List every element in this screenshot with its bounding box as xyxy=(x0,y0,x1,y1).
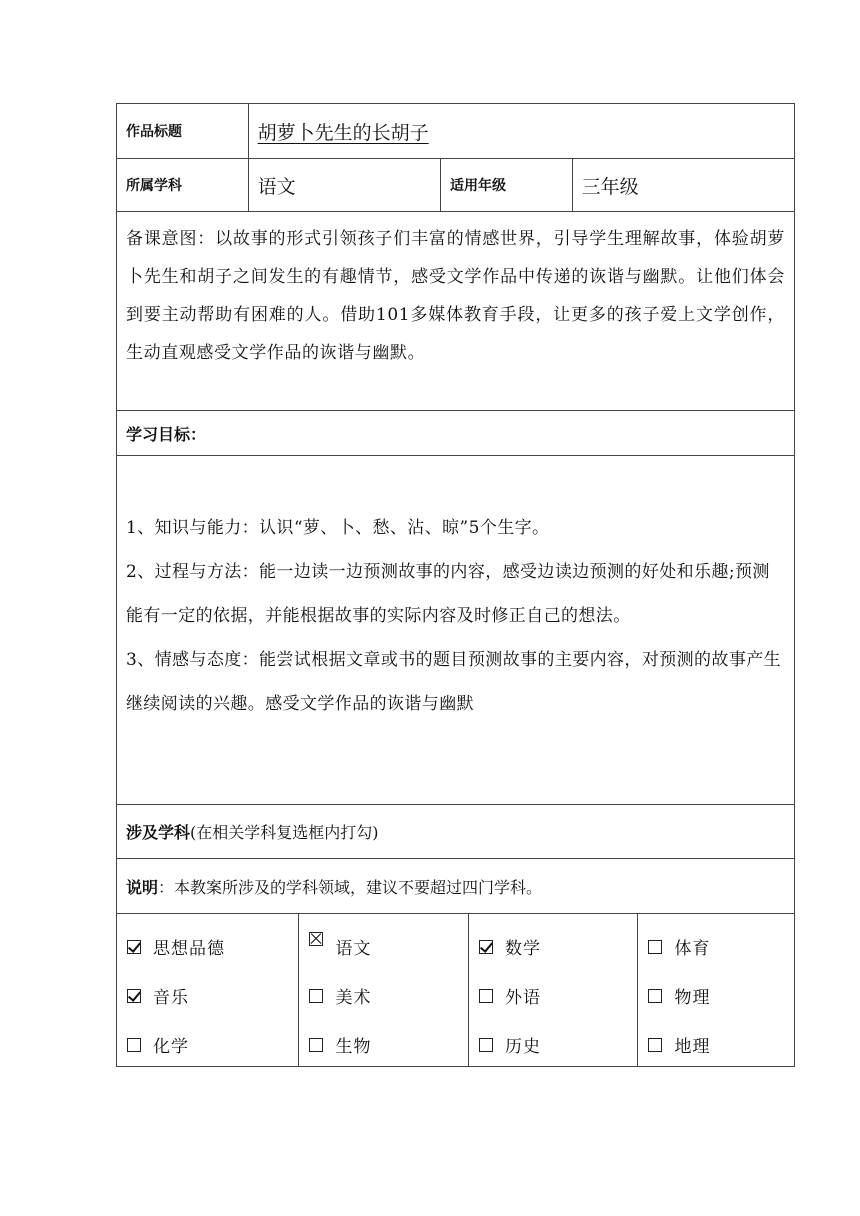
subject-option[interactable] xyxy=(309,922,468,971)
goals-heading-row xyxy=(116,411,795,456)
checkbox-icon[interactable] xyxy=(127,1038,141,1052)
checkbox-icon[interactable] xyxy=(127,989,141,1003)
title-value: 胡萝卜先生的长胡子 xyxy=(248,104,794,158)
subject-option[interactable] xyxy=(127,922,298,971)
goals-row xyxy=(116,456,795,805)
subject-grade-row xyxy=(116,159,795,212)
checkbox-icon[interactable] xyxy=(127,940,141,954)
intent-text: 备课意图：以故事的形式引领孩子们丰富的情感世界，引导学生理解故事，体验胡萝卜先生和胡子之间发生的有趣情节，感受文学作品中传递的诙谐与幽默。让他们体会到要主动帮助有困难的人。借助101多媒体教育手段，让更多的孩子爱上文学创作，生动直观感受文学作品的诙谐与幽默。 xyxy=(126,229,785,363)
goals-heading: 学习目标： xyxy=(126,424,207,444)
checkbox-icon[interactable] xyxy=(309,1038,323,1052)
goal-item-knowledge: 1、知识与能力：认识“萝、卜、愁、沾、晾”5个生字。 xyxy=(126,518,550,538)
subject-option[interactable] xyxy=(479,1020,638,1069)
subject-option-label: 数学 xyxy=(504,939,541,959)
checkbox-icon[interactable] xyxy=(479,989,493,1003)
subject-option-label: 体育 xyxy=(674,939,711,959)
checkbox-icon[interactable] xyxy=(479,940,493,954)
subject-option-label: 语文 xyxy=(335,939,372,959)
subjects-heading: 涉及学科 xyxy=(126,823,191,842)
subject-option-label: 化学 xyxy=(153,1037,189,1057)
intent-row xyxy=(116,212,795,411)
subjects-heading-note: (在相关学科复选框内打勾) xyxy=(190,823,379,842)
subject-checkbox-grid xyxy=(116,914,795,1067)
subjects-note-cell xyxy=(117,859,794,913)
subject-option[interactable] xyxy=(309,971,468,1020)
subject-column-3 xyxy=(468,914,638,1066)
checkbox-icon[interactable] xyxy=(648,1038,662,1052)
subject-option[interactable] xyxy=(127,971,298,1020)
subject-option[interactable] xyxy=(648,922,794,971)
subject-option-label: 思想品德 xyxy=(153,939,225,959)
checkbox-icon[interactable] xyxy=(479,1038,493,1052)
subjects-heading-cell xyxy=(117,805,794,858)
subject-option-label: 历史 xyxy=(504,1037,541,1057)
grade-label: 适用年级 xyxy=(440,159,572,211)
checkbox-icon[interactable] xyxy=(648,989,662,1003)
lesson-plan-table xyxy=(116,103,795,1067)
subjects-note-text: ：本教案所涉及的学科领域，建议不要超过四门学科。 xyxy=(158,877,543,897)
subject-option-label: 美术 xyxy=(335,988,372,1008)
subject-column-2 xyxy=(298,914,468,1066)
subject-option[interactable] xyxy=(309,1020,468,1069)
subject-option-label: 生物 xyxy=(335,1037,372,1057)
subject-value: 语文 xyxy=(248,159,440,211)
subject-option[interactable] xyxy=(479,971,638,1020)
subject-option[interactable] xyxy=(479,922,638,971)
subject-option-label: 地理 xyxy=(674,1037,711,1057)
subject-column-1 xyxy=(117,914,298,1066)
goal-item-attitude: 3、情感与态度：能尝试根据文章或书的题目预测故事的主要内容，对预测的故事产生继续阅读的兴趣。感受文学作品的诙谐与幽默 xyxy=(126,650,782,714)
checkbox-icon[interactable] xyxy=(309,989,323,1003)
title-label: 作品标题 xyxy=(126,124,182,140)
subjects-note-row xyxy=(116,859,795,914)
subject-label: 所属学科 xyxy=(126,178,182,194)
title-row xyxy=(116,103,795,159)
subjects-heading-row xyxy=(116,805,795,859)
subjects-note-label: 说明 xyxy=(126,877,159,897)
grade-value: 三年级 xyxy=(572,159,794,211)
subject-option[interactable] xyxy=(648,971,794,1020)
subject-option-label: 外语 xyxy=(504,988,541,1008)
checkbox-icon[interactable] xyxy=(648,940,662,954)
subject-option-label: 物理 xyxy=(674,988,711,1008)
checkbox-icon[interactable] xyxy=(309,932,323,946)
subject-option[interactable] xyxy=(127,1020,298,1069)
subject-column-4 xyxy=(637,914,794,1066)
goals-list xyxy=(117,456,794,804)
goal-item-process: 2、过程与方法：能一边读一边预测故事的内容，感受边读边预测的好处和乐趣;预测能有一定的依据，并能根据故事的实际内容及时修正自己的想法。 xyxy=(126,562,770,626)
subject-option-label: 音乐 xyxy=(153,988,189,1008)
subject-option[interactable] xyxy=(648,1020,794,1069)
